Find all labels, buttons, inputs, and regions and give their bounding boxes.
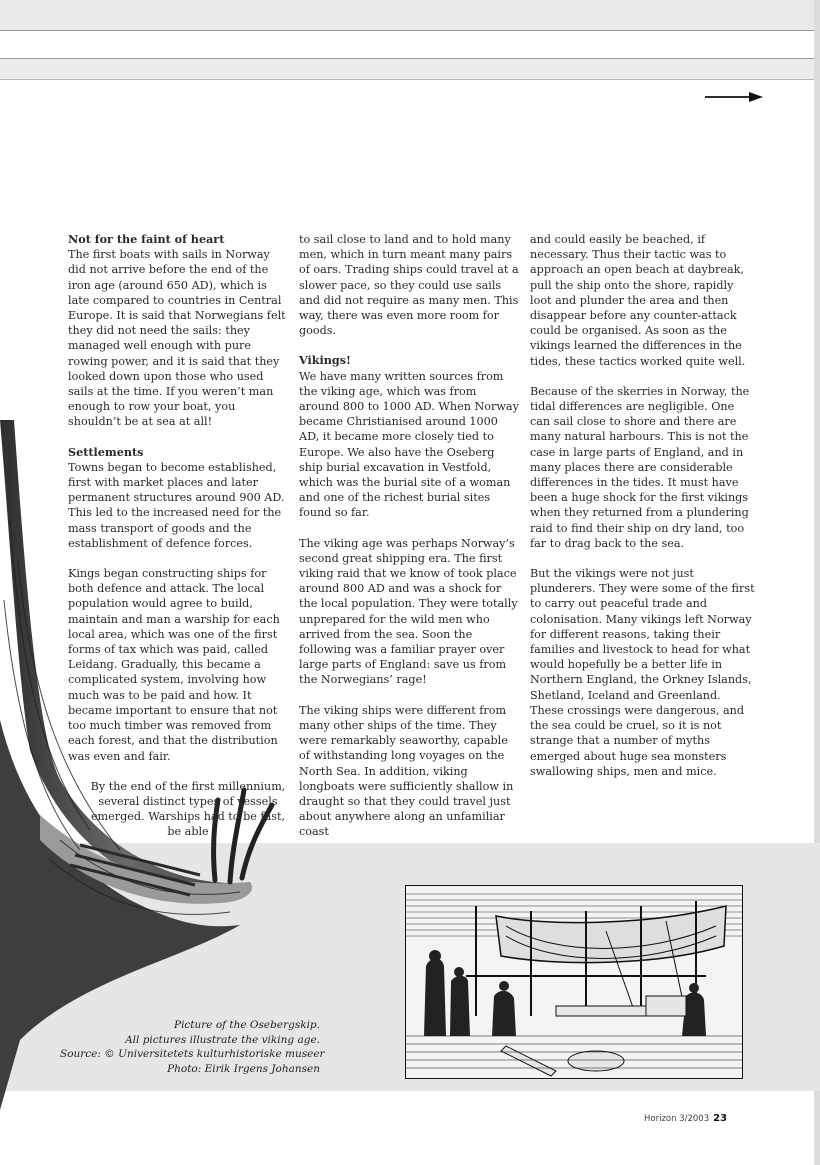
caption-line: Picture of the Osebergskip.: [174, 1019, 320, 1031]
caption-line: Photo: Eirik Irgens Johansen: [167, 1062, 320, 1075]
body-paragraph: By the end of the first millennium, several distinct types of vessels emerged. Warships had to be fast, be able: [90, 779, 286, 839]
body-paragraph: But the vikings were not just plunderers. They were some of the first to carry out peaceful trade and colonisation. Many vikings left Norway for different reasons, taking their families and livestock to head for what would hopefully be a better life in Northern England, the Orkney Islands, Shetland, Iceland and Greenland. These crossings were dangerous, and the sea could be cruel, so it is not strange that a number of myths emerged about huge sea monsters swallowing ships, men and mice.: [530, 567, 755, 778]
body-paragraph: The viking age was perhaps Norway’s second great shipping era. The first viking raid that we know of took place around 800 AD and was a shock for the local population. They were totally unprepared for the wild men who arrived from the sea. Soon the following was a familiar prayer over large parts of England: save us from the Norwegians’ rage!: [299, 536, 518, 687]
issue-label: Horizon 3/2003: [644, 1114, 710, 1124]
body-paragraph: We have many written sources from the viking age, which was from around 800 to 1000 AD. When Norway became Christianised around 1000 AD, it became more closely tied to Europe. We also have the Oseberg ship burial excavation in Vestfold, which was the burial site of a woman and one of the richest burial sites found so far.: [299, 369, 519, 520]
body-paragraph: Towns began to become established, first with market places and later permanent structures around 900 AD. This led to the increased need for the mass transport of goods and the establishment of defence forces.: [68, 460, 285, 550]
caption-line: All pictures illustrate the viking age.: [125, 1033, 320, 1046]
shipbuilding-illustration: [405, 885, 743, 1079]
body-paragraph: Kings began constructing ships for both defence and attack. The local population would agree to build, maintain and man a warship for each local area, which was one of the first forms of tax which was paid, called Leidang. Gradually, this became a complicated system, involving how much was to be paid and how. It became important to ensure that not too much timber was removed from each forest, and that the distribution was even and fair.: [68, 567, 280, 763]
text-column-2: [299, 232, 519, 855]
body-paragraph: Because of the skerries in Norway, the tidal differences are negligible. One can sail close to shore and there are many natural harbours. This is not the case in large parts of England, and in many places there are considerable differences in the tides. It must have been a huge shock for the first vikings when they returned from a plundering raid to find their ship on dry land, too far to drag back to the sea.: [530, 384, 750, 550]
continue-arrow-icon: [705, 90, 763, 104]
text-column-1: [68, 232, 288, 855]
body-paragraph: to sail close to land and to hold many men, which in turn meant many pairs of oars. Trading ships could travel at a slower pace, so they could use sails and did not require as many men. This way, there was even more room for goods.: [299, 233, 519, 338]
text-column-3: [530, 232, 755, 794]
section-heading: Settlements: [68, 444, 144, 459]
section-heading: Not for the faint of heart: [68, 232, 225, 246]
caption-line: Source: © Universitetets kulturhistoriske museer: [60, 1048, 325, 1061]
page-top-strip: [0, 0, 820, 31]
page-footer: [644, 1113, 727, 1124]
section-heading: Vikings!: [299, 353, 351, 368]
header-band: [0, 58, 820, 80]
photo-caption: [60, 1018, 325, 1076]
body-paragraph: and could easily be beached, if necessary. Thus their tactic was to approach an open beach at daybreak, pull the ship onto the shore, rapidly loot and plunder the area and then disappear before any counter-attack could be organised. As soon as the vikings learned the differences in the tides, these tactics worked quite well.: [530, 233, 746, 368]
page-number: 23: [713, 1113, 728, 1124]
body-paragraph: The viking ships were different from many other ships of the time. They were remarkably seaworthy, capable of withstanding long voyages on the North Sea. In addition, viking longboats were sufficiently shallow in draught so that they could travel just about anywhere along an unfamiliar coast: [299, 703, 514, 839]
body-paragraph: The first boats with sails in Norway did not arrive before the end of the iron age (around 650 AD), which is late compared to countries in Central Europe. It is said that Norwegians felt they did not need the sails: they managed well enough with pure rowing power, and it is said that they looked down upon those who used sails at the time. If you weren’t man enough to row your boat, you shouldn’t be at sea at all!: [68, 248, 286, 429]
